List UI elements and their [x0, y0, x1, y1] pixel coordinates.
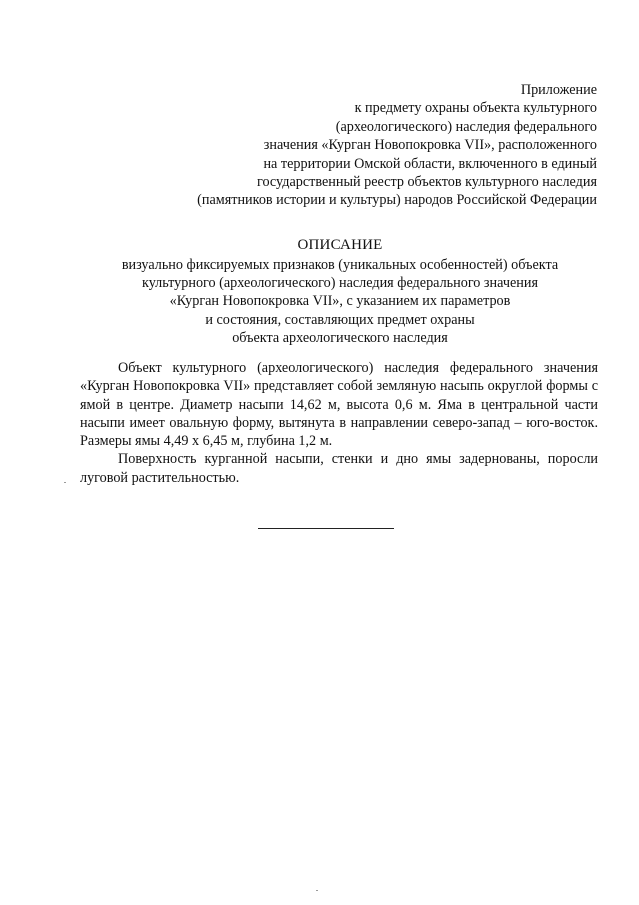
appendix-line: (памятников истории и культуры) народов Российской Федерации	[197, 192, 597, 209]
body-paragraph: Объект культурного (археологического) наследия федерального значения «Курган Новопокровка VII» представляет собой земляную насыпь округлой формы с ямой в центре. Диаметр насыпи 14,62 м, высота 0,6 м. Яма в центральной части насыпи имеет овальную форму, вытянута в направлении северо-запад – юго-восток. Размеры ямы 4,49 х 6,45 м, глубина 1,2 м.	[80, 360, 598, 450]
subtitle-line: объекта археологического наследия	[232, 329, 448, 346]
document-body	[80, 359, 598, 487]
subtitle-line: и состояния, составляющих предмет охраны	[205, 311, 475, 328]
appendix-line: значения «Курган Новопокровка VII», расположенного	[263, 137, 597, 154]
closing-rule	[258, 528, 394, 529]
appendix-line: (археологического) наследия федерального	[335, 118, 597, 135]
document-title: ОПИСАНИЕ	[297, 237, 383, 253]
body-paragraph: Поверхность курганной насыпи, стенки и дно ямы задернованы, поросли луговой растительностью.	[80, 451, 598, 486]
subtitle-line: «Курган Новопокровка VII», с указанием их параметров	[169, 293, 511, 310]
appendix-line: на территории Омской области, включенного в единый	[263, 155, 597, 172]
appendix-header	[127, 81, 597, 210]
scan-speck	[316, 890, 318, 891]
subtitle-line: культурного (археологического) наследия федерального значения	[142, 275, 538, 292]
document-subtitle	[60, 256, 620, 347]
appendix-line: государственный реестр объектов культурного наследия	[257, 174, 597, 191]
appendix-line: Приложение	[520, 82, 597, 98]
subtitle-line: визуально фиксируемых признаков (уникальных особенностей) объекта	[121, 257, 559, 273]
appendix-line: к предмету охраны объекта культурного	[354, 100, 597, 117]
scan-speck	[64, 482, 66, 483]
